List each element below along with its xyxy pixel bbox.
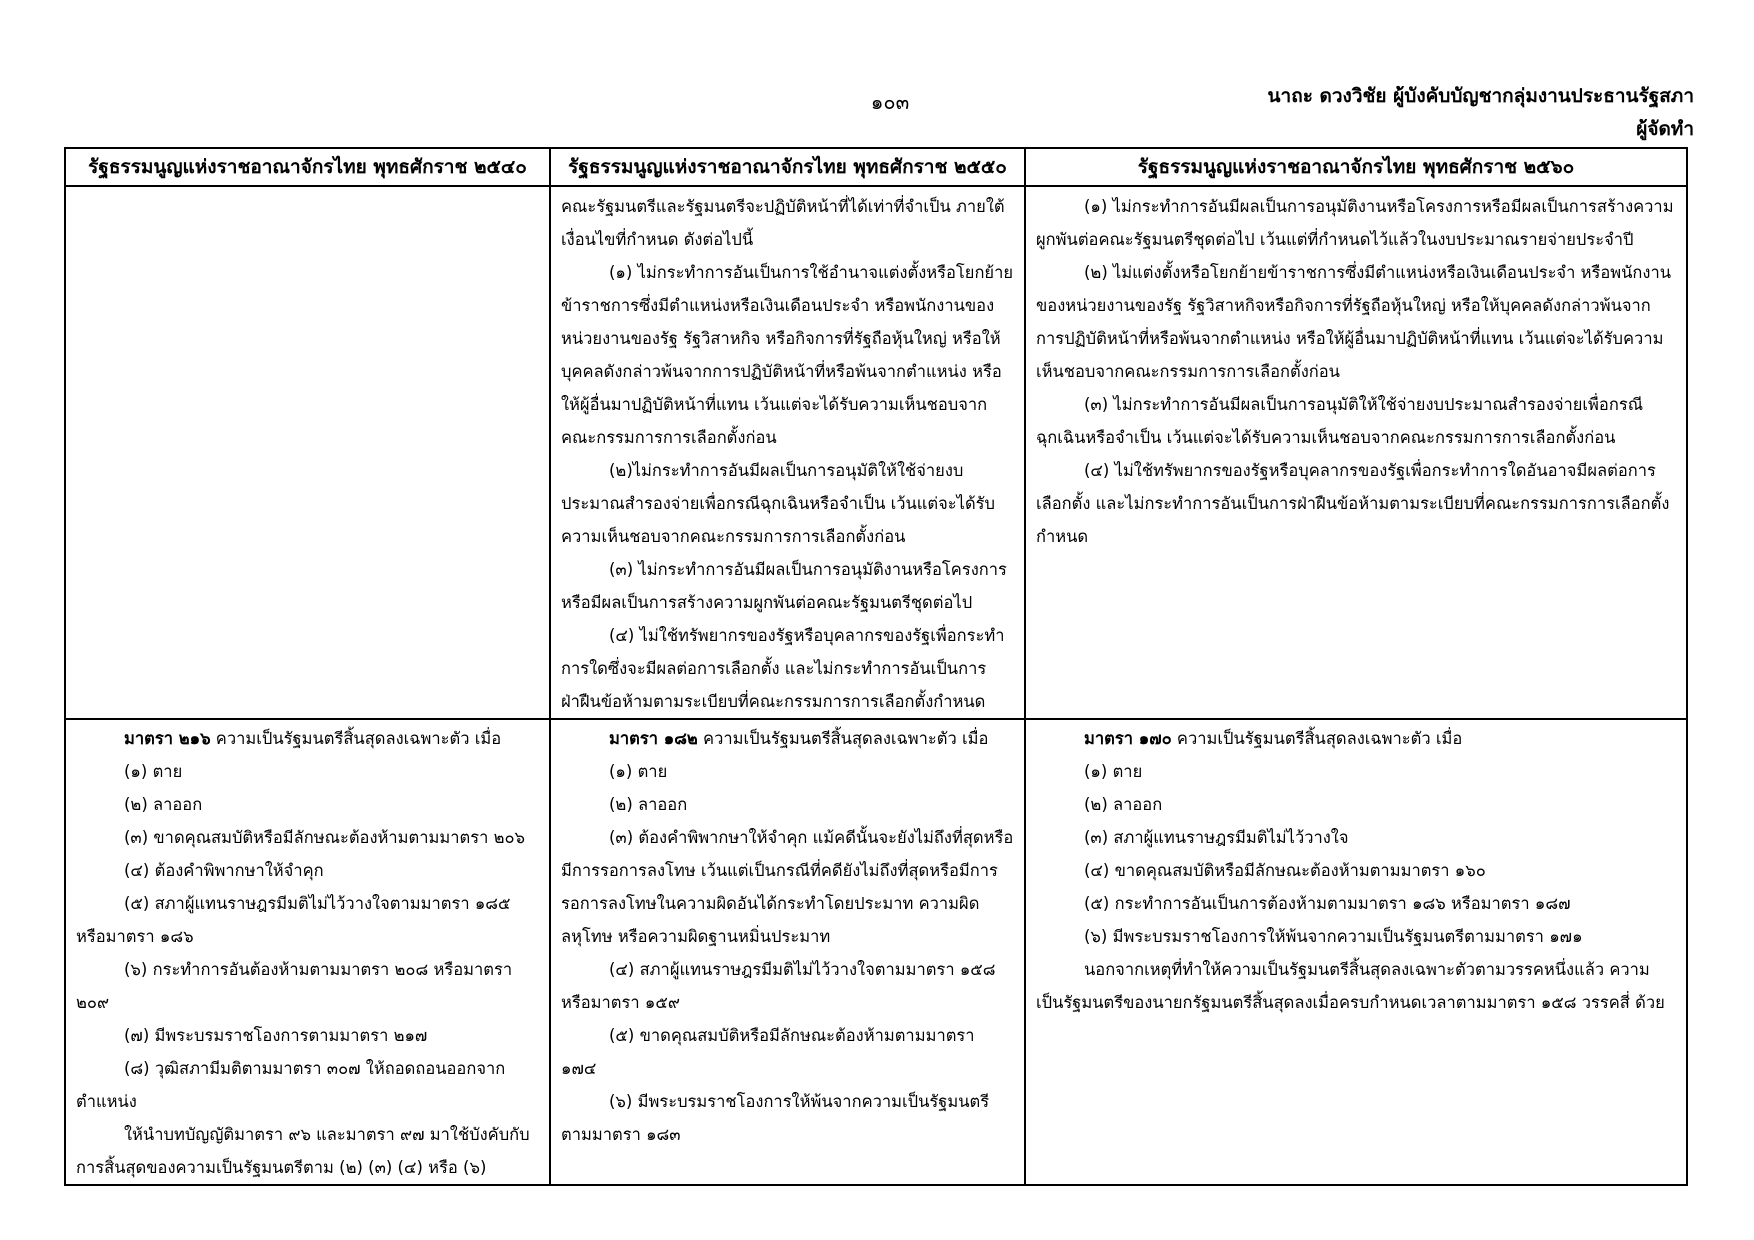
clause: (๖) กระทำการอันต้องห้ามตามมาตรา ๒๐๘ หรือมาตรา ๒๐๙	[76, 960, 513, 1012]
clause: (๓) ไม่กระทำการอันมีผลเป็นการอนุมัติให้ใช้จ่ายงบประมาณสำรองจ่ายเพื่อกรณีฉุกเฉินหรือจำเป็น เว้นแต่จะได้รับความเห็นชอบจากคณะกรรมการการเลือกตั้งก่อน	[1036, 395, 1644, 447]
preparer-credit	[1268, 80, 1694, 146]
section-number: มาตรา ๒๑๖	[124, 729, 211, 748]
clause: (๓) ขาดคุณสมบัติหรือมีลักษณะต้องห้ามตามมาตรา ๒๐๖	[124, 828, 526, 847]
cell-2550-lower	[550, 719, 1025, 1185]
paragraph: คณะรัฐมนตรีและรัฐมนตรีจะปฏิบัติหน้าที่ได้เท่าที่จำเป็น ภายใต้เงื่อนไขที่กำหนด ดังต่อไปนี้	[561, 197, 1005, 249]
table-header-row	[65, 148, 1687, 186]
section-intro: ความเป็นรัฐมนตรีสิ้นสุดลงเฉพาะตัว เมื่อ	[210, 729, 502, 748]
clause: (๑) ตาย	[124, 762, 183, 781]
clause: (๕) สภาผู้แทนราษฎรมีมติไม่ไว้วางใจตามมาตรา ๑๘๕ หรือมาตรา ๑๘๖	[76, 894, 511, 946]
clause: (๒) ลาออก	[609, 795, 688, 814]
header-constitution-2550: รัฐธรรมนูญแห่งราชอาณาจักรไทย พุทธศักราช ๒๕๕๐	[550, 148, 1025, 186]
clause: (๕) ขาดคุณสมบัติหรือมีลักษณะต้องห้ามตามมาตรา ๑๗๔	[561, 1026, 975, 1078]
paragraph: ให้นำบทบัญญัติมาตรา ๙๖ และมาตรา ๙๗ มาใช้บังคับกับการสิ้นสุดของความเป็นรัฐมนตรีตาม (๒) (๓) (๔) หรือ (๖)	[76, 1125, 530, 1177]
clause: (๓) ต้องคำพิพากษาให้จำคุก แม้คดีนั้นจะยังไม่ถึงที่สุดหรือมีการรอการลงโทษ เว้นแต่เป็นกรณีที่คดียังไม่ถึงที่สุดหรือมีการรอการลงโทษในความผิดอันได้กระทำโดยประมาท ความผิดลหุโทษ หรือความผิดฐานหมิ่นประมาท	[561, 828, 1014, 946]
clause: (๑) ตาย	[609, 762, 668, 781]
clause: (๓) ไม่กระทำการอันมีผลเป็นการอนุมัติงานหรือโครงการ หรือมีผลเป็นการสร้างความผูกพันต่อคณะรัฐมนตรีชุดต่อไป	[561, 560, 1007, 612]
preparer-name-title: นาถะ ดวงวิชัย ผู้บังคับบัญชากลุ่มงานประธานรัฐสภา	[1267, 85, 1694, 107]
cell-2540-upper-empty	[65, 186, 550, 719]
clause: (๔) ไม่ใช้ทรัพยากรของรัฐหรือบุคลากรของรัฐเพื่อกระทำการใดอันอาจมีผลต่อการเลือกตั้ง และไม่กระทำการอันเป็นการฝ่าฝืนข้อห้ามตามระเบียบที่คณะกรรมการการเลือกตั้งกำหนด	[1036, 461, 1670, 546]
table-row	[65, 186, 1687, 719]
header-constitution-2540: รัฐธรรมนูญแห่งราชอาณาจักรไทย พุทธศักราช ๒๕๔๐	[65, 148, 550, 186]
cell-2560-upper	[1025, 186, 1687, 719]
header-constitution-2560: รัฐธรรมนูญแห่งราชอาณาจักรไทย พุทธศักราช ๒๕๖๐	[1025, 148, 1687, 186]
cell-2560-lower	[1025, 719, 1687, 1185]
paragraph: นอกจากเหตุที่ทำให้ความเป็นรัฐมนตรีสิ้นสุดลงเฉพาะตัวตามวรรคหนึ่งแล้ว ความเป็นรัฐมนตรีของนายกรัฐมนตรีสิ้นสุดลงเมื่อครบกำหนดเวลาตามมาตรา ๑๕๘ วรรคสี่ ด้วย	[1036, 960, 1665, 1012]
preparer-role: ผู้จัดทำ	[1636, 118, 1694, 140]
cell-2550-upper	[550, 186, 1025, 719]
constitution-comparison-table	[64, 147, 1688, 1186]
clause: (๓) สภาผู้แทนราษฎรมีมติไม่ไว้วางใจ	[1084, 828, 1349, 847]
section-number: มาตรา ๑๗๐	[1084, 729, 1172, 748]
section-number: มาตรา ๑๘๒	[609, 729, 698, 748]
section-intro: ความเป็นรัฐมนตรีสิ้นสุดลงเฉพาะตัว เมื่อ	[697, 729, 989, 748]
clause: (๔) สภาผู้แทนราษฎรมีมติไม่ไว้วางใจตามมาตรา ๑๕๘ หรือมาตรา ๑๕๙	[561, 960, 996, 1012]
section-heading	[561, 722, 1014, 755]
clause: (๖) มีพระบรมราชโองการให้พ้นจากความเป็นรัฐมนตรีตามมาตรา ๑๘๓	[561, 1092, 990, 1144]
clause: (๘) วุฒิสภามีมติตามมาตรา ๓๐๗ ให้ถอดถอนออกจากตำแหน่ง	[76, 1059, 506, 1111]
clause: (๔) ไม่ใช้ทรัพยากรของรัฐหรือบุคลากรของรัฐเพื่อกระทำการใดซึ่งจะมีผลต่อการเลือกตั้ง และไม่กระทำการอันเป็นการฝ่าฝืนข้อห้ามตามระเบียบที่คณะกรรมการการเลือกตั้งกำหนด	[561, 626, 1005, 711]
clause: (๑) ตาย	[1084, 762, 1143, 781]
clause: (๑) ไม่กระทำการอันมีผลเป็นการอนุมัติงานหรือโครงการหรือมีผลเป็นการสร้างความผูกพันต่อคณะรัฐมนตรีชุดต่อไป เว้นแต่ที่กำหนดไว้แล้วในงบประมาณรายจ่ายประจำปี	[1036, 197, 1674, 249]
clause: (๒) ไม่แต่งตั้งหรือโยกย้ายข้าราชการซึ่งมีตำแหน่งหรือเงินเดือนประจำ หรือพนักงานของหน่วยงานของรัฐ รัฐวิสาหกิจหรือกิจการที่รัฐถือหุ้นใหญ่ หรือให้บุคคลดังกล่าวพ้นจากการปฏิบัติหน้าที่หรือพ้นจากตำแหน่ง หรือให้ผู้อื่นมาปฏิบัติหน้าที่แทน เว้นแต่จะได้รับความเห็นชอบจากคณะกรรมการการเลือกตั้งก่อน	[1036, 263, 1672, 381]
clause: (๖) มีพระบรมราชโองการให้พ้นจากความเป็นรัฐมนตรีตามมาตรา ๑๗๑	[1084, 927, 1583, 946]
table-row	[65, 719, 1687, 1185]
clause: (๒) ลาออก	[124, 795, 203, 814]
section-heading	[76, 722, 539, 755]
page-number: ๑๐๓	[870, 90, 910, 114]
clause: (๔) ต้องคำพิพากษาให้จำคุก	[124, 861, 324, 880]
clause: (๔) ขาดคุณสมบัติหรือมีลักษณะต้องห้ามตามมาตรา ๑๖๐	[1084, 861, 1486, 880]
clause: (๒) ลาออก	[1084, 795, 1163, 814]
clause: (๗) มีพระบรมราชโองการตามมาตรา ๒๑๗	[124, 1026, 428, 1045]
clause: (๑) ไม่กระทำการอันเป็นการใช้อำนาจแต่งตั้งหรือโยกย้ายข้าราชการซึ่งมีตำแหน่งหรือเงินเดือนประจำ หรือพนักงานของหน่วยงานของรัฐ รัฐวิสาหกิจ หรือกิจการที่รัฐถือหุ้นใหญ่ หรือให้บุคคลดังกล่าวพ้นจากการปฏิบัติหน้าที่หรือพ้นจากตำแหน่ง หรือให้ผู้อื่นมาปฏิบัติหน้าที่แทน เว้นแต่จะได้รับความเห็นชอบจากคณะกรรมการการเลือกตั้งก่อน	[561, 263, 1014, 447]
clause: (๕) กระทำการอันเป็นการต้องห้ามตามมาตรา ๑๘๖ หรือมาตรา ๑๘๗	[1084, 894, 1571, 913]
section-heading	[1036, 722, 1676, 755]
clause: (๒)ไม่กระทำการอันมีผลเป็นการอนุมัติให้ใช้จ่ายงบประมาณสำรองจ่ายเพื่อกรณีฉุกเฉินหรือจำเป็น เว้นแต่จะได้รับความเห็นชอบจากคณะกรรมการการเลือกตั้งก่อน	[561, 461, 996, 546]
section-intro: ความเป็นรัฐมนตรีสิ้นสุดลงเฉพาะตัว เมื่อ	[1171, 729, 1463, 748]
cell-2540-lower	[65, 719, 550, 1185]
